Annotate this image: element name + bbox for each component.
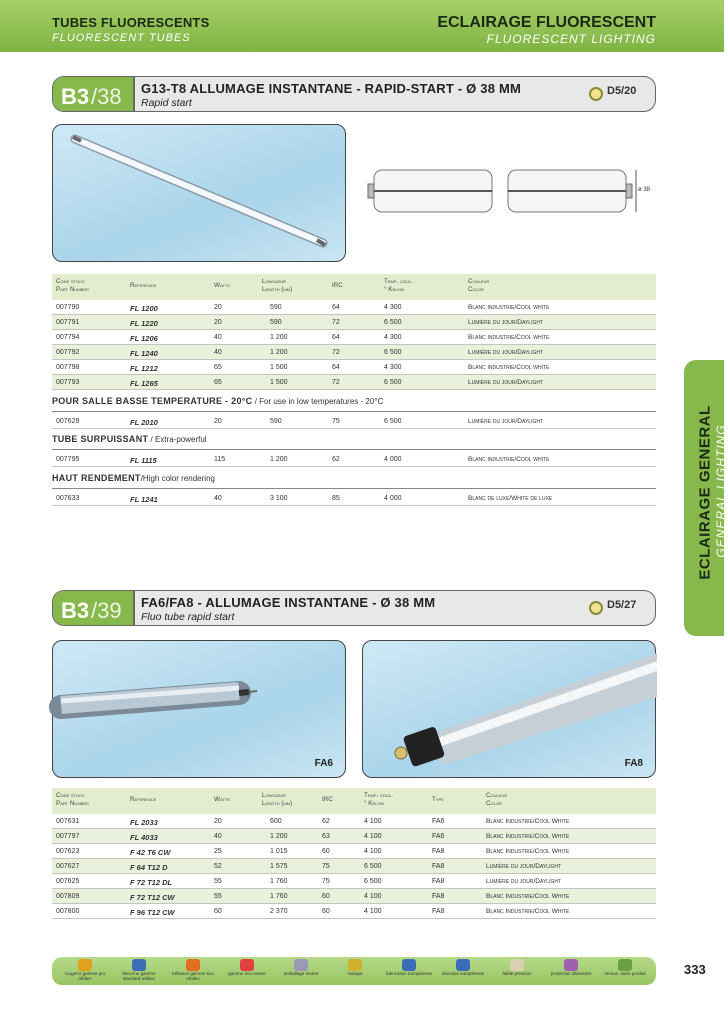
cell-temp: 4 100 [364,908,382,915]
table-row [52,859,656,874]
cell-reference: F 72 T12 DL [130,878,173,887]
cell-irc: 72 [332,319,340,326]
cell-type: FA8 [432,878,445,885]
cell-length: 1 500 [270,364,288,371]
footer-icon-label: protection ultraviolet [550,971,592,976]
cell-part-number: 007623 [56,848,80,855]
cell-length: 2 370 [270,908,288,915]
footer-icon-label: marque [347,971,363,976]
col-irc: IRC [322,796,333,803]
cell-temp: 4 300 [384,334,402,341]
footer-badge-icon [348,959,362,971]
cell-temp: 6 500 [364,863,382,870]
footer-badge-icon [78,959,92,971]
photo-fa6-label: FA6 [314,758,333,769]
footer-badge-icon [564,959,578,971]
col-color: Couleur Color [486,792,508,807]
cell-temp: 4 100 [364,833,382,840]
col-reference: Reference [130,282,157,289]
col-color: Couleur Color [468,278,490,293]
cell-watts: 60 [214,908,222,915]
cell-length: 590 [270,319,282,326]
cell-type: FA8 [432,848,445,855]
cell-color: Blanc Industrie/Cool White [486,893,570,900]
cell-part-number: 007629 [56,418,80,425]
footer-icon-label: gamme éco neutre [228,971,266,976]
col-length: Longueur Length (mm) [262,792,293,807]
cell-part-number: 007792 [56,349,80,356]
cell-irc: 72 [332,349,340,356]
footer-badge-icon [294,959,308,971]
cell-color: Blanc industrie/Cool white [468,364,550,371]
cell-temp: 4 100 [364,893,382,900]
table-row [52,452,656,467]
cell-reference: F 96 T12 CW [130,908,175,917]
footer-icon-label: emballage neutre [283,971,319,976]
table-row [52,300,656,315]
header-left-subtitle: FLUORESCENT TUBES [52,32,191,44]
side-tab-title: ECLAIRAGE GENERAL [696,405,714,580]
cell-type: FA8 [432,893,445,900]
cell-color: Blanc de luxe/White de luxe [468,495,553,502]
cell-color: Lumière du jour/Daylight [468,349,544,356]
footer-badge-icon [510,959,524,971]
footer-badge-icon [402,959,416,971]
subsection-low-temp-note: / For use in low temperatures - 20°C [252,397,384,406]
cell-reference: FL 1115 [130,456,157,465]
cell-reference: F 42 T6 CW [130,848,171,857]
table-row [52,829,656,844]
side-tab [684,360,728,636]
subsection-low-temp [52,396,656,412]
fluorescent-tube-photo-icon [53,125,347,263]
cell-watts: 20 [214,818,222,825]
cell-color: Blanc Industrie/Cool White [486,818,570,825]
cell-watts: 115 [214,456,226,463]
section2-subtitle: Fluo tube rapid start [141,611,235,623]
cell-part-number: 007793 [56,379,80,386]
fa6-tube-photo-icon [53,641,347,779]
cell-color: Lumière du jour/Daylight [486,863,562,870]
subsection-extra-powerful [52,434,656,450]
cell-irc: 75 [322,863,330,870]
cell-irc: 64 [332,364,340,371]
cell-part-number: 007633 [56,495,80,502]
footer-icon-item [600,959,650,976]
cell-length: 1 760 [270,878,288,885]
table-row [52,889,656,904]
section1-photo [52,124,346,262]
table-row [52,904,656,919]
cell-irc: 72 [332,379,340,386]
cell-length: 1 200 [270,456,288,463]
table-row [52,345,656,360]
col-length: Longueur Length (mm) [262,278,293,293]
cell-color: Lumière du jour/Daylight [468,418,544,425]
cell-reference: FL 2010 [130,418,158,427]
section2-ds-badge [589,599,645,619]
subsection-extra-powerful-title: TUBE SURPUISSANT [52,434,149,444]
cell-length: 1 500 [270,379,288,386]
table-row [52,360,656,375]
cell-reference: FL 1240 [130,349,158,358]
cell-part-number: 007800 [56,908,80,915]
section2-photo-fa6 [52,640,346,778]
footer-icon-item [276,959,326,976]
cell-temp: 6 500 [364,878,382,885]
cell-irc: 63 [322,833,330,840]
col-watts: Watts [214,282,230,289]
section2-photo-fa8 [362,640,656,778]
cell-part-number: 007797 [56,833,80,840]
tube-dimension-diagram-icon [362,160,662,224]
table-row [52,491,656,506]
cell-reference: FL 1200 [130,304,158,313]
cell-color: Lumière du jour/Daylight [468,319,544,326]
cell-temp: 4 100 [364,818,382,825]
page-number: 333 [684,962,706,977]
section2-table-header [52,788,656,814]
cell-temp: 4 000 [384,495,402,502]
subsection-high-color-title: HAUT RENDEMENT [52,473,141,483]
cell-color: Blanc industrie/Cool white [468,456,550,463]
cell-watts: 55 [214,878,222,885]
footer-badge-icon [456,959,470,971]
section2-code-num: /39 [91,598,122,623]
cell-length: 600 [270,818,282,825]
section1-code-num: /38 [91,84,122,109]
section2-title: FA6/FA8 - ALLUMAGE INSTANTANE - Ø 38 MM [141,595,436,610]
footer-icon-label: brillance gamme éco orbitec [172,971,214,981]
footer-icon-item [168,959,218,981]
cell-part-number: 007627 [56,863,80,870]
cell-part-number: 007791 [56,319,80,326]
footer-icon-label: bleu line gamme standard orbitec [122,971,156,981]
col-part-number: Code stock Part Number [56,792,89,807]
col-watts: Watts [214,796,230,803]
cell-length: 1 575 [270,863,288,870]
footer-icon-band [52,957,656,985]
cell-watts: 55 [214,893,222,900]
footer-icon-item [384,959,434,976]
cell-length: 590 [270,304,282,311]
cell-watts: 20 [214,304,222,311]
cell-irc: 62 [322,818,330,825]
cell-color: Blanc industrie/Cool white [468,334,550,341]
footer-icon-label: renouv. autre produit [604,971,646,976]
table-row [52,844,656,859]
table-row [52,330,656,345]
cell-color: Blanc Industrie/Cool White [486,908,570,915]
cell-watts: 40 [214,833,222,840]
footer-icon-item [330,959,380,976]
col-temp: Temp. coul. ° Kelvin [384,278,413,293]
section1-subtitle: Rapid start [141,97,192,109]
cell-length: 1 200 [270,349,288,356]
cell-temp: 4 000 [384,456,402,463]
cell-watts: 25 [214,848,222,855]
col-temp: Temp. coul. ° Kelvin [364,792,393,807]
cell-reference: FL 1241 [130,495,158,504]
footer-icon-label: fabrication européenne [385,971,433,976]
footer-icon-item [546,959,596,976]
section2-header [52,590,656,626]
cell-irc: 75 [322,878,330,885]
cell-watts: 52 [214,863,222,870]
cell-reference: FL 2033 [130,818,158,827]
footer-icon-item [60,959,110,981]
cell-irc: 60 [322,848,330,855]
cell-watts: 65 [214,364,222,371]
cell-watts: 40 [214,334,222,341]
cell-irc: 85 [332,495,340,502]
cell-watts: 20 [214,418,222,425]
cell-temp: 4 300 [384,304,402,311]
cell-length: 590 [270,418,282,425]
cell-irc: 64 [332,334,340,341]
col-irc: IRC [332,282,343,289]
cell-color: Lumière du jour/Daylight [486,878,562,885]
cell-watts: 20 [214,319,222,326]
cell-temp: 6 500 [384,418,402,425]
cell-part-number: 007798 [56,364,80,371]
table-row [52,414,656,429]
table-row [52,874,656,889]
cell-color: Lumière du jour/Daylight [468,379,544,386]
footer-icon-label: faible pression [502,971,532,976]
cell-reference: FL 4033 [130,833,158,842]
cell-temp: 6 500 [384,379,402,386]
footer-badge-icon [132,959,146,971]
cell-temp: 6 500 [384,319,402,326]
footer-icon-label: rouge/or gamme pro orbitec [64,971,106,981]
cell-type: FA8 [432,863,445,870]
cell-part-number: 007790 [56,304,80,311]
section2-code: B3 [61,598,90,623]
section1-ds-badge [589,85,645,105]
cell-reference: FL 1265 [130,379,158,388]
cell-watts: 40 [214,349,222,356]
cell-irc: 60 [322,893,330,900]
cell-color: Blanc Industrie/Cool White [486,833,570,840]
footer-badge-icon [240,959,254,971]
photo-fa8-label: FA8 [624,758,643,769]
cell-color: Blanc Industrie/Cool White [486,848,570,855]
section2-badge [53,591,135,625]
subsection-high-color [52,473,656,489]
cell-watts: 65 [214,379,222,386]
section1-title: G13-T8 ALLUMAGE INSTANTANE - RAPID-START - Ø 38 MM [141,81,522,96]
bulb-icon [589,601,603,615]
cell-length: 1 200 [270,833,288,840]
cell-part-number: 007794 [56,334,80,341]
diagram-dimension-label: ø 38 [638,187,651,193]
side-tab-subtitle: GENERAL LIGHTING [714,424,728,558]
footer-badge-icon [186,959,200,971]
footer-badge-icon [618,959,632,971]
footer-icon-item [222,959,272,976]
subsection-high-color-note: /High color rendering [140,474,215,483]
section2-ds-code: D5/27 [607,599,637,611]
col-type: Type [432,796,444,803]
section1-ds-code: D5/20 [607,85,637,97]
fa8-tube-photo-icon [363,641,657,779]
cell-temp: 6 500 [384,349,402,356]
footer-icon-item [438,959,488,976]
footer-icon-item [114,959,164,981]
header-left-title: TUBES FLUORESCENTS [52,15,210,30]
cell-reference: FL 1206 [130,334,158,343]
section1-badge [53,77,135,111]
cell-color: Blanc industrie/Cool white [468,304,550,311]
cell-length: 1 760 [270,893,288,900]
col-part-number: Code stock Part Number [56,278,89,293]
section1-header [52,76,656,112]
cell-part-number: 007631 [56,818,80,825]
cell-reference: FL 1212 [130,364,158,373]
subsection-extra-powerful-note: / Extra-powerful [148,435,207,444]
table-row [52,315,656,330]
header-right-subtitle: FLUORESCENT LIGHTING [486,32,656,46]
bulb-icon [589,87,603,101]
section1-tube-diagram [362,160,662,224]
cell-temp: 4 300 [384,364,402,371]
cell-irc: 64 [332,304,340,311]
cell-part-number: 007795 [56,456,80,463]
section1-table-header [52,274,656,300]
cell-temp: 4 100 [364,848,382,855]
cell-reference: F 64 T12 D [130,863,168,872]
cell-type: FA8 [432,908,445,915]
cell-reference: F 72 T12 CW [130,893,175,902]
table-row [52,375,656,390]
section1-code: B3 [61,84,90,109]
footer-icon-item [492,959,542,976]
footer-icon-label: directive européenne [441,971,485,976]
cell-length: 3 100 [270,495,288,502]
cell-part-number: 007625 [56,878,80,885]
cell-irc: 62 [332,456,340,463]
cell-reference: FL 1220 [130,319,158,328]
cell-length: 1 015 [270,848,288,855]
cell-irc: 75 [332,418,340,425]
col-reference: Reference [130,796,157,803]
cell-type: FA6 [432,833,445,840]
header-right-title: ECLAIRAGE FLUORESCENT [437,14,656,31]
cell-watts: 40 [214,495,222,502]
table-row [52,814,656,829]
cell-type: FA6 [432,818,445,825]
subsection-low-temp-title: POUR SALLE BASSE TEMPERATURE - 20°C [52,396,253,406]
cell-part-number: 007809 [56,893,80,900]
top-header-band [0,0,724,52]
cell-irc: 60 [322,908,330,915]
cell-length: 1 200 [270,334,288,341]
